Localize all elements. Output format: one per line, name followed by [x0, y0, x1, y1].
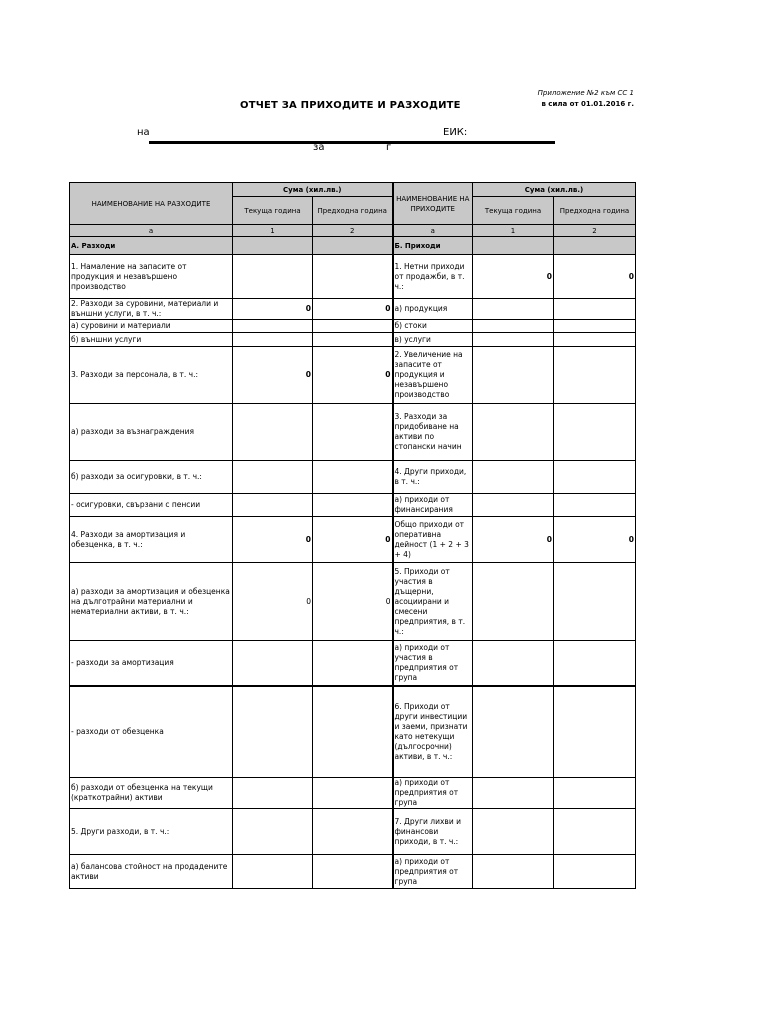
income-previous-cell	[554, 404, 636, 461]
income-current-year-header: Текуща година	[473, 197, 554, 225]
expense-current-cell	[233, 855, 313, 889]
table-row	[70, 494, 636, 517]
income-expense-table	[69, 182, 636, 889]
income-current-cell	[473, 333, 554, 347]
table-row	[70, 461, 636, 494]
expense-name-cell: а) разходи за амортизация и обезценка на дълготрайни материални и нематериални активи, в т. ч.:	[70, 563, 233, 641]
income-previous-cell	[554, 299, 636, 320]
expense-previous-cell	[313, 255, 393, 299]
eik-label: ЕИК:	[443, 127, 468, 138]
income-name-cell: б) стоки	[393, 320, 473, 333]
income-previous-cell	[554, 641, 636, 686]
income-current-cell	[473, 641, 554, 686]
income-current-cell	[473, 563, 554, 641]
table-row	[70, 686, 636, 778]
expense-previous-cell	[313, 809, 393, 855]
income-name-cell: 7. Други лихви и финансови приходи, в т. ч.:	[393, 809, 473, 855]
income-current-cell: 0	[473, 517, 554, 563]
income-name-cell: 4. Други приходи, в т. ч.:	[393, 461, 473, 494]
income-current-cell	[473, 404, 554, 461]
income-name-cell: а) приходи от предприятия от група	[393, 855, 473, 889]
table-row	[70, 347, 636, 404]
expense-name-cell: - осигуровки, свързани с пенсии	[70, 494, 233, 517]
expense-previous-cell	[313, 333, 393, 347]
income-previous-cell	[554, 461, 636, 494]
expense-current-cell: 0	[233, 517, 313, 563]
expense-name-cell: а) балансова стойност на продадените активи	[70, 855, 233, 889]
income-name-cell: 5. Приходи от участия в дъщерни, асоциирани и смесени предприятия, в т. ч.:	[393, 563, 473, 641]
expense-current-cell: 0	[233, 299, 313, 320]
income-current-cell	[473, 347, 554, 404]
income-previous-cell	[554, 778, 636, 809]
expense-current-cell	[233, 255, 313, 299]
expense-previous-cell: 0	[313, 347, 393, 404]
income-col-a: а	[393, 225, 473, 237]
expense-col-1: 1	[233, 225, 313, 237]
expense-current-cell	[233, 461, 313, 494]
expense-name-cell: а) суровини и материали	[70, 320, 233, 333]
expense-current-cell	[233, 320, 313, 333]
income-previous-cell: 0	[554, 517, 636, 563]
expense-previous-cell	[313, 404, 393, 461]
table-row	[70, 299, 636, 320]
expense-previous-cell	[313, 641, 393, 686]
table-row	[70, 333, 636, 347]
expense-previous-cell	[313, 461, 393, 494]
expense-sum-header: Сума (хил.лв.)	[233, 183, 393, 197]
income-current-cell	[473, 686, 554, 778]
expense-previous-cell	[313, 855, 393, 889]
expense-name-cell: 5. Други разходи, в т. ч.:	[70, 809, 233, 855]
income-current-cell	[473, 320, 554, 333]
income-current-cell	[473, 855, 554, 889]
income-name-cell: Общо приходи от оперативна дейност (1 + 2 + 3 + 4)	[393, 517, 473, 563]
expense-previous-cell: 0	[313, 299, 393, 320]
income-name-cell: а) приходи от участия в предприятия от група	[393, 641, 473, 686]
income-name-header: НАИМЕНОВАНИЕ НА ПРИХОДИТЕ	[393, 183, 473, 225]
income-previous-cell	[554, 347, 636, 404]
expense-current-cell: 0	[233, 347, 313, 404]
company-name-line	[149, 141, 555, 144]
expense-name-cell: 3. Разходи за персонала, в т. ч.:	[70, 347, 233, 404]
expense-current-cell	[233, 333, 313, 347]
expense-current-cell	[233, 494, 313, 517]
expense-current-year-header: Текуща година	[233, 197, 313, 225]
expense-name-cell: - разходи за амортизация	[70, 641, 233, 686]
expense-name-header: НАИМЕНОВАНИЕ НА РАЗХОДИТЕ	[70, 183, 233, 225]
expense-previous-cell	[313, 778, 393, 809]
income-name-cell: 3. Разходи за придобиване на активи по стопански начин	[393, 404, 473, 461]
income-previous-cell	[554, 320, 636, 333]
income-sum-header: Сума (хил.лв.)	[473, 183, 636, 197]
expense-col-a: а	[70, 225, 233, 237]
expense-previous-cell	[313, 686, 393, 778]
expense-name-cell: 4. Разходи за амортизация и обезценка, в т. ч.:	[70, 517, 233, 563]
income-current-cell	[473, 494, 554, 517]
income-col-1: 1	[473, 225, 554, 237]
annex-info	[538, 88, 634, 110]
income-current-cell	[473, 299, 554, 320]
table-row	[70, 255, 636, 299]
for-label: за	[313, 142, 325, 153]
expense-name-cell: 2. Разходи за суровини, материали и външни услуги, в т. ч.:	[70, 299, 233, 320]
income-previous-cell	[554, 809, 636, 855]
income-previous-cell	[554, 333, 636, 347]
income-name-cell: а) приходи от финансирания	[393, 494, 473, 517]
table-row	[70, 320, 636, 333]
expense-name-cell: 1. Намаление на запасите от продукция и незавършено производство	[70, 255, 233, 299]
income-name-cell: в) услуги	[393, 333, 473, 347]
section-income-prev	[554, 237, 636, 255]
income-name-cell: а) приходи от предприятия от група	[393, 778, 473, 809]
expense-current-cell	[233, 641, 313, 686]
annex-label: Приложение №2 към СС 1	[537, 89, 634, 97]
income-col-2: 2	[554, 225, 636, 237]
expense-current-cell	[233, 404, 313, 461]
section-expenses-prev	[313, 237, 393, 255]
on-label: на	[137, 127, 150, 138]
income-current-cell: 0	[473, 255, 554, 299]
year-label: г	[386, 142, 392, 153]
expense-previous-cell	[313, 494, 393, 517]
expense-current-cell	[233, 778, 313, 809]
income-name-cell: 1. Нетни приходи от продажби, в т. ч.:	[393, 255, 473, 299]
income-current-cell	[473, 461, 554, 494]
expense-current-cell	[233, 686, 313, 778]
section-income: Б. Приходи	[393, 237, 473, 255]
income-current-cell	[473, 778, 554, 809]
expense-name-cell: б) външни услуги	[70, 333, 233, 347]
expense-previous-cell: 0	[313, 517, 393, 563]
income-previous-cell	[554, 494, 636, 517]
expense-name-cell: а) разходи за възнаграждения	[70, 404, 233, 461]
expense-name-cell: б) разходи от обезценка на текущи (краткотрайни) активи	[70, 778, 233, 809]
table-row	[70, 809, 636, 855]
table-row	[70, 517, 636, 563]
income-previous-cell	[554, 855, 636, 889]
section-income-cur	[473, 237, 554, 255]
income-previous-cell	[554, 563, 636, 641]
effective-date: в сила от 01.01.2016 г.	[541, 100, 634, 108]
income-name-cell: а) продукция	[393, 299, 473, 320]
income-previous-cell: 0	[554, 255, 636, 299]
expense-name-cell: - разходи от обезценка	[70, 686, 233, 778]
section-expenses: А. Разходи	[70, 237, 233, 255]
table-row	[70, 404, 636, 461]
income-name-cell: 2. Увеличение на запасите от продукция и незавършено производство	[393, 347, 473, 404]
table-row	[70, 778, 636, 809]
expense-name-cell: б) разходи за осигуровки, в т. ч.:	[70, 461, 233, 494]
income-current-cell	[473, 809, 554, 855]
section-expenses-cur	[233, 237, 313, 255]
expense-current-cell: 0	[233, 563, 313, 641]
expense-col-2: 2	[313, 225, 393, 237]
table-row	[70, 563, 636, 641]
table-row	[70, 855, 636, 889]
income-previous-year-header: Предходна година	[554, 197, 636, 225]
expense-current-cell	[233, 809, 313, 855]
income-name-cell: 6. Приходи от други инвестиции и заеми, признати като нетекущи (дългосрочни) активи, в т. ч.:	[393, 686, 473, 778]
report-title: ОТЧЕТ ЗА ПРИХОДИТЕ И РАЗХОДИТЕ	[240, 100, 461, 111]
income-previous-cell	[554, 686, 636, 778]
expense-previous-cell	[313, 320, 393, 333]
expense-previous-cell: 0	[313, 563, 393, 641]
expense-previous-year-header: Предходна година	[313, 197, 393, 225]
table-row	[70, 641, 636, 686]
